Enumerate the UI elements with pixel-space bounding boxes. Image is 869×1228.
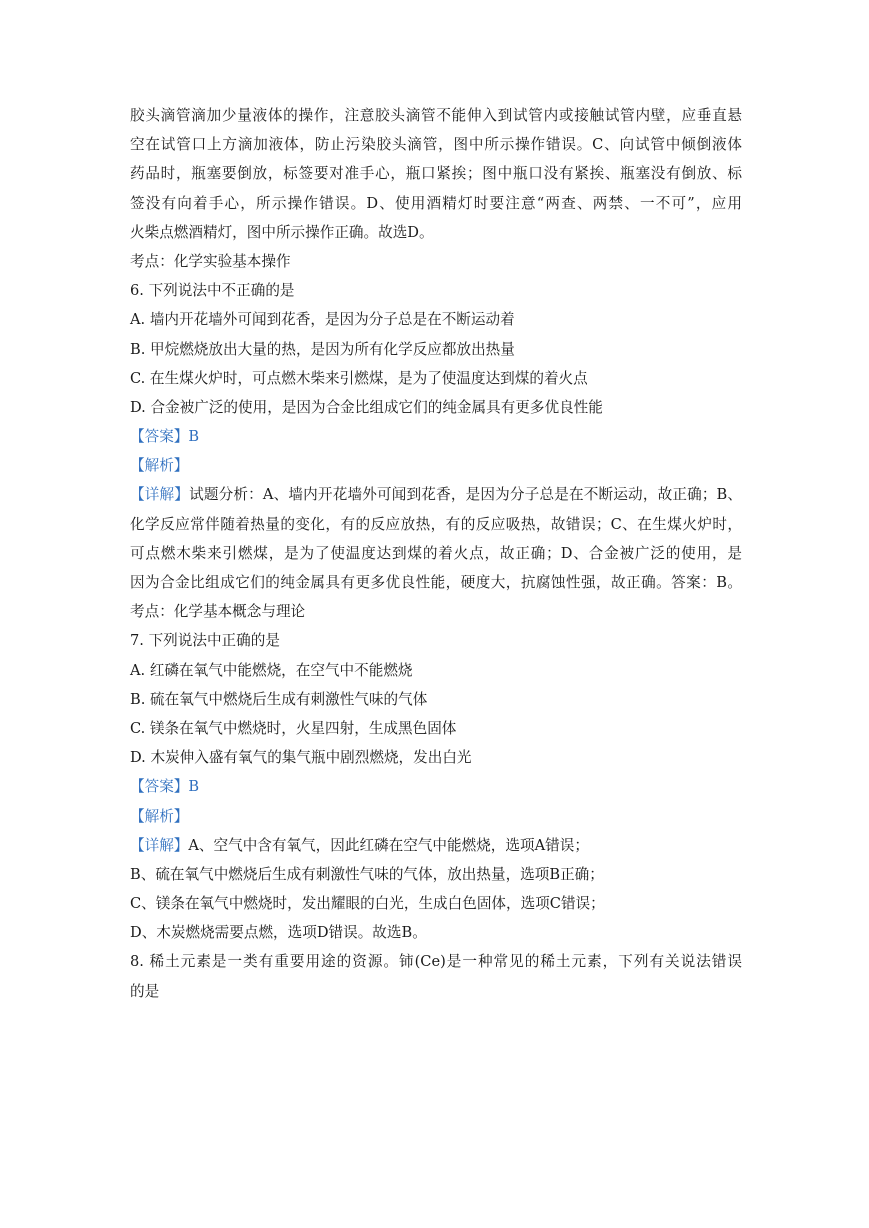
text-line: 因为合金比组成它们的纯金属具有更多优良性能，硬度大，抗腐蚀性强，故正确。答案：B。: [130, 574, 742, 591]
question-6-option-b: B. 甲烷燃烧放出大量的热，是因为所有化学反应都放出热量: [130, 340, 515, 358]
document-page: [130, 101, 742, 1006]
topic-label: 考点：化学基本概念与理论: [130, 603, 306, 621]
text-line: D、木炭燃烧需要点燃，选项D错误。故选B。: [130, 924, 427, 942]
question-7-option-b: B. 硫在氧气中燃烧后生成有刺激性气味的气体: [130, 690, 428, 708]
text-line: 火柴点燃酒精灯，图中所示操作正确。故选D。: [130, 223, 434, 241]
detail-tag: 【详解】: [130, 836, 189, 854]
question-7-option-d: D. 木炭伸入盛有氧气的集气瓶中剧烈燃烧，发出白光: [130, 749, 472, 767]
question-8-stem-continued: 的是: [130, 982, 160, 1000]
question-6-option-d: D. 合金被广泛的使用，是因为合金比组成它们的纯金属具有更多优良性能: [130, 398, 603, 416]
question-7-option-a: A. 红磷在氧气中能燃烧，在空气中不能燃烧: [130, 661, 413, 679]
answer-tag: 【答案】B: [130, 428, 200, 446]
analysis-tag: 【解析】: [130, 807, 189, 825]
text-line: 化学反应常伴随着热量的变化，有的反应放热，有的反应吸热，故错误；C、在生煤火炉时，: [130, 515, 742, 533]
text-line: C、镁条在氧气中燃烧时，发出耀眼的白光，生成白色固体，选项C错误；: [130, 895, 605, 913]
text-line: 胶头滴管滴加少量液体的操作，注意胶头滴管不能伸入到试管内或接触试管内壁，应垂直悬: [130, 107, 742, 124]
answer-tag: 【答案】B: [130, 778, 200, 796]
question-7-option-c: C. 镁条在氧气中燃烧时，火星四射，生成黑色固体: [130, 719, 457, 737]
text-line: B、硫在氧气中燃烧后生成有刺激性气味的气体，放出热量，选项B正确；: [130, 865, 604, 883]
text-line: 【详解】A、空气中含有氧气，因此红磷在空气中能燃烧，选项A错误；: [130, 836, 589, 854]
text-line: 空在试管口上方滴加液体，防止污染胶头滴管，图中所示操作错误。C、向试管中倾倒液体: [130, 136, 742, 154]
question-7-stem: 7. 下列说法中正确的是: [130, 632, 280, 650]
detail-tag: 【详解】: [130, 486, 190, 504]
question-8-stem: 8. 稀土元素是一类有重要用途的资源。铈(Ce)是一种常见的稀土元素，下列有关说法错误: [130, 953, 742, 971]
text-line: 签没有向着手心，所示操作错误。D、使用酒精灯时要注意“两查、两禁、一不可”，应用: [130, 194, 742, 212]
text-line: 【详解】试题分析：A、墙内开花墙外可闻到花香，是因为分子总是在不断运动，故正确；B、: [130, 486, 742, 504]
question-6-stem: 6. 下列说法中不正确的是: [130, 282, 295, 300]
analysis-tag: 【解析】: [130, 457, 189, 475]
text-line: 可点燃木柴来引燃煤，是为了使温度达到煤的着火点，故正确；D、合金被广泛的使用，是: [130, 544, 742, 562]
topic-label: 考点：化学实验基本操作: [130, 252, 291, 270]
text-line: 药品时，瓶塞要倒放，标签要对准手心，瓶口紧挨；图中瓶口没有紧挨、瓶塞没有倒放、标: [130, 165, 742, 183]
question-6-option-a: A. 墙内开花墙外可闻到花香，是因为分子总是在不断运动着: [130, 311, 515, 329]
question-6-option-c: C. 在生煤火炉时，可点燃木柴来引燃煤，是为了使温度达到煤的着火点: [130, 369, 588, 387]
